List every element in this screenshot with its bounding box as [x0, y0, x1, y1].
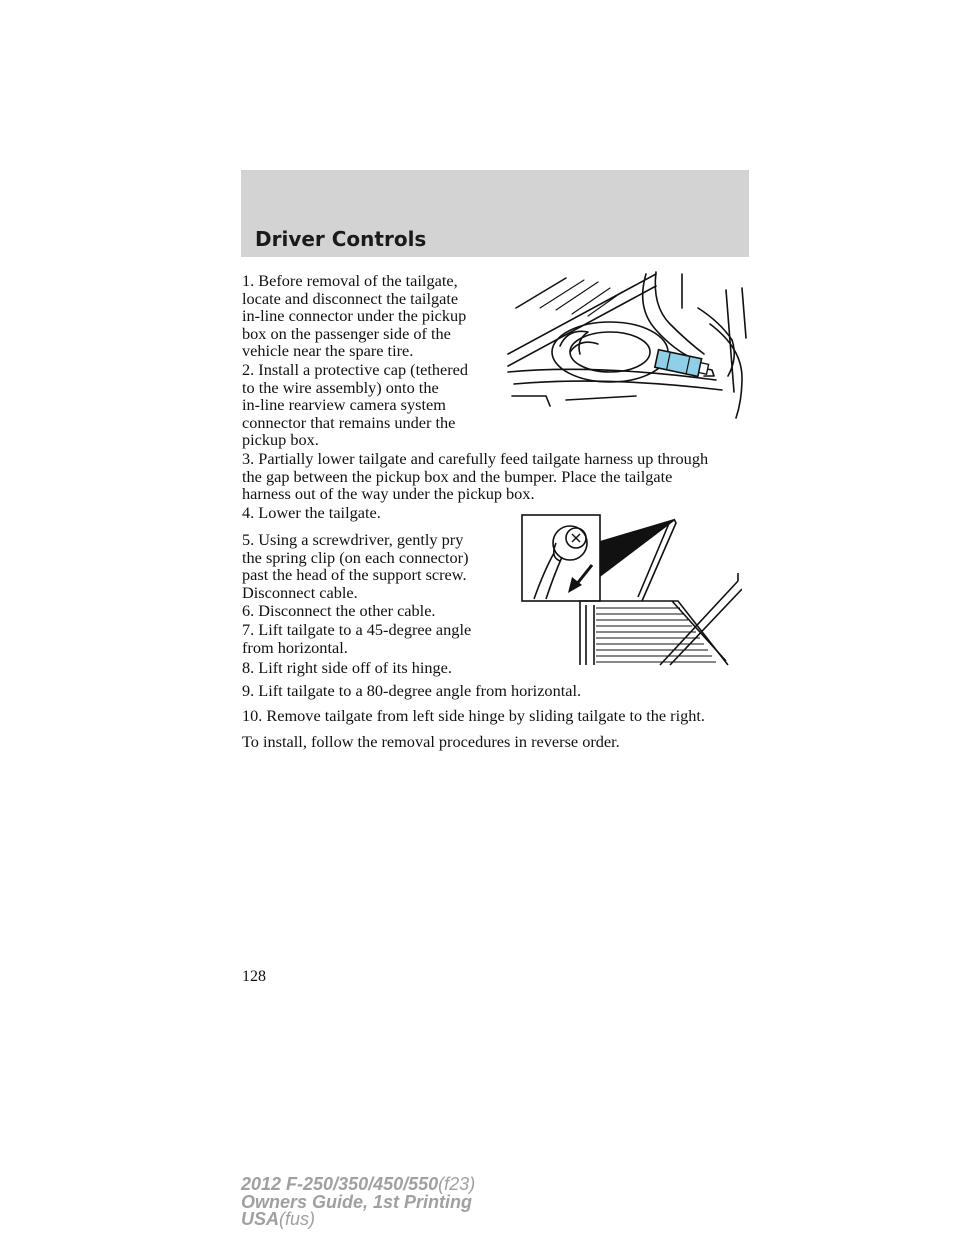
step-4: 4. Lower the tailgate. — [242, 503, 381, 522]
step-6: 6. Disconnect the other cable. — [242, 601, 436, 620]
install-note: To install, follow the removal procedures in reverse order. — [242, 732, 620, 751]
step-3: 3. Partially lower tailgate and carefully feed tailgate harness up through the gap between the pickup box and the bumper. Place the tailgate harness out of the way under the pickup box. — [242, 449, 709, 504]
connector-illustration — [506, 268, 748, 438]
document-footer — [241, 1176, 475, 1229]
step-7: 7. Lift tailgate to a 45-degree angle from horizontal. — [242, 620, 472, 657]
footer-region-code: (fus) — [279, 1209, 316, 1229]
step-9: 9. Lift tailgate to a 80-degree angle from horizontal. — [242, 681, 582, 700]
footer-guide: Owners Guide, 1st Printing — [241, 1191, 473, 1212]
tailgate-cable-illustration — [520, 513, 742, 667]
step-2: 2. Install a protective cap (tethered to the wire assembly) onto the in-line rearview camera system connector that remains under the pickup box. — [242, 360, 469, 450]
section-title: Driver Controls — [255, 227, 427, 251]
section-header — [241, 170, 749, 257]
step-10: 10. Remove tailgate from left side hinge by sliding tailgate to the right. — [242, 706, 706, 725]
step-1: 1. Before removal of the tailgate, locate and disconnect the tailgate in-line connector under the pickup box on the passenger side of the vehicle near the spare tire. — [242, 271, 467, 361]
footer-model-code: (f23) — [438, 1174, 476, 1194]
step-5: 5. Using a screwdriver, gently pry the spring clip (on each connector) past the head of the support screw. Disconnect cable. — [242, 530, 469, 602]
footer-region: USA — [241, 1209, 280, 1229]
page-number: 128 — [242, 968, 266, 985]
footer-model-line — [241, 1176, 475, 1194]
footer-model: 2012 F-250/350/450/550 — [241, 1174, 439, 1194]
step-8: 8. Lift right side off of its hinge. — [242, 658, 452, 677]
footer-region-line — [241, 1211, 475, 1229]
